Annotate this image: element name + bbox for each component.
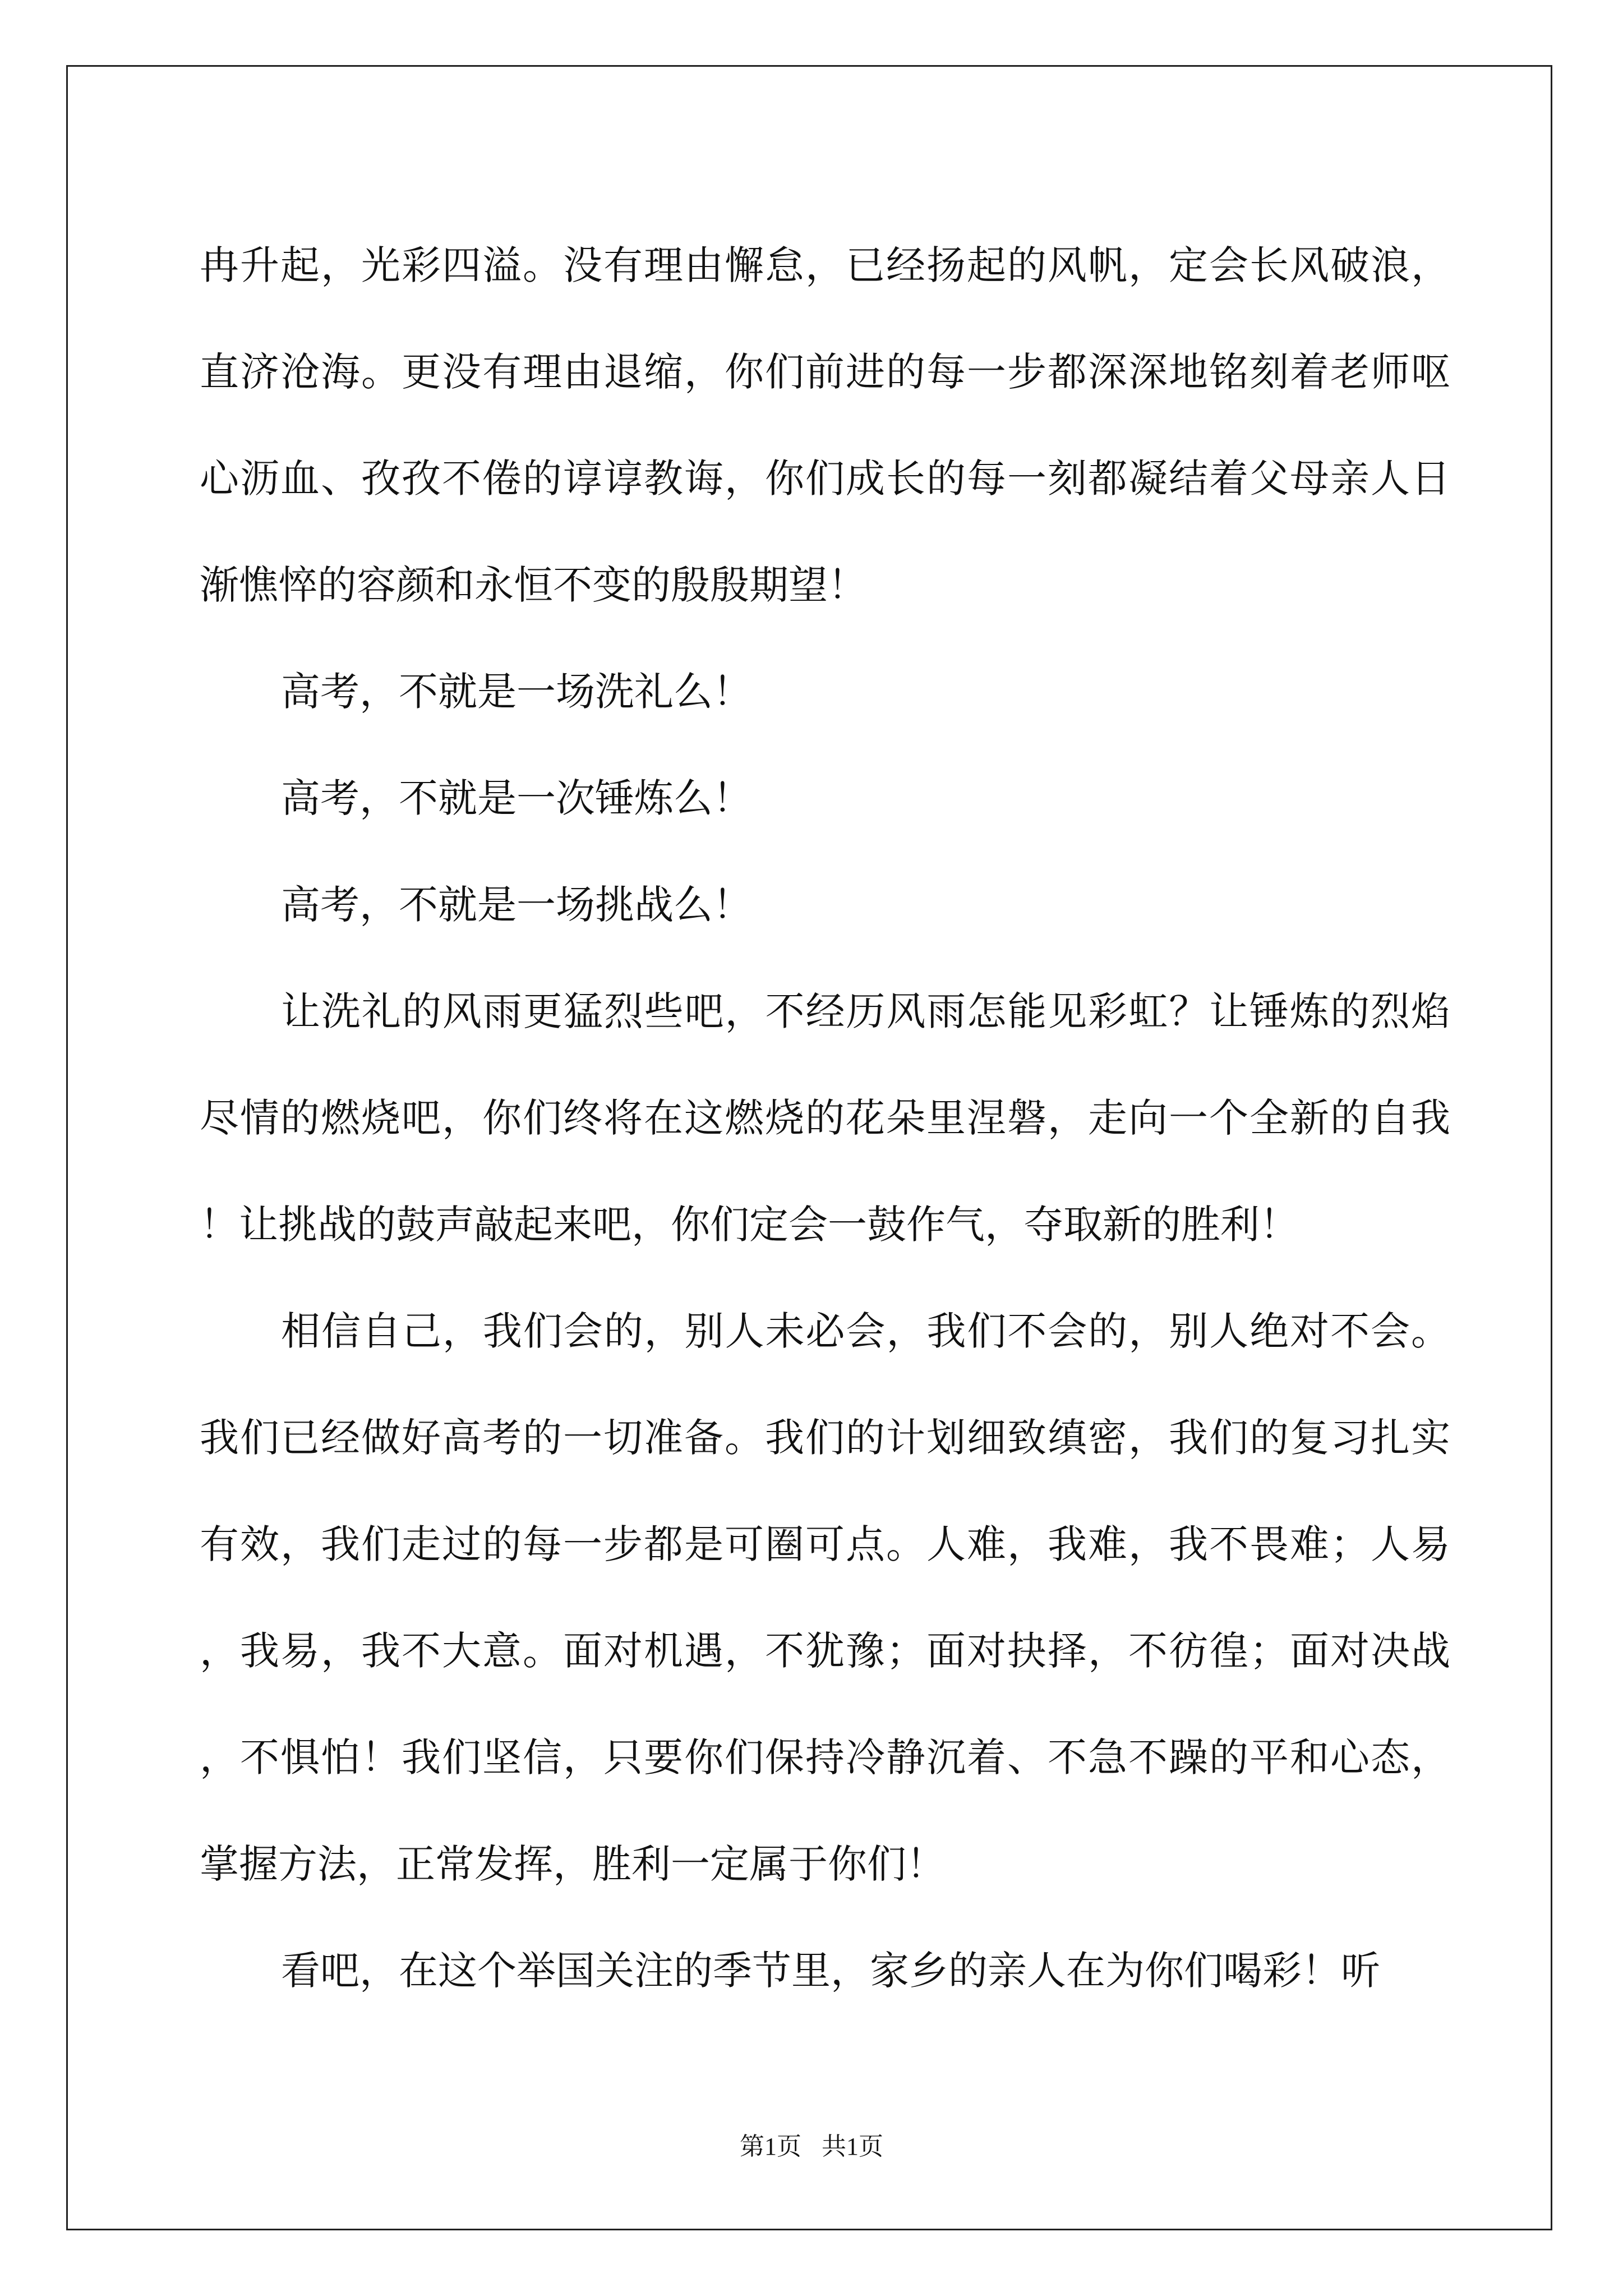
- paragraph-1: 冉升起，光彩四溢。没有理由懈怠，已经扬起的风帆，定会长风破浪，直济沧海。更没有理由退缩，你们前进的每一步都深深地铭刻着老师呕心沥血、孜孜不倦的谆谆教诲，你们成长的每一刻都凝结着父母亲人日渐憔悴的容颜和永恒不变的殷殷期望！: [200, 242, 1450, 608]
- paragraph-7: 看吧，在这个举国关注的季节里，家乡的亲人在为你们喝彩！听: [281, 1948, 1380, 1994]
- paragraph-4: 高考，不就是一场挑战么！: [281, 882, 752, 928]
- document-body: [200, 212, 1450, 2024]
- paragraph-3: 高考，不就是一次锤炼么！: [281, 775, 752, 821]
- page-number-current: 第1页: [740, 2133, 801, 2160]
- paragraph-6: 相信自己，我们会的，别人未必会，我们不会的，别人绝对不会。我们已经做好高考的一切准备。我们的计划细致缜密，我们的复习扎实有效，我们走过的每一步都是可圈可点。人难，我难，我不畏难；人易，我易，我不大意。面对机遇，不犹豫；面对抉择，不彷徨；面对决战，不惧怕！我们坚信，只要你们保持冷静沉着、不急不躁的平和心态，掌握方法，正常发挥，胜利一定属于你们！: [200, 1308, 1450, 1887]
- paragraph-5: 让洗礼的风雨更猛烈些吧，不经历风雨怎能见彩虹？让锤炼的烈焰尽情的燃烧吧，你们终将在这燃烧的花朵里涅磐，走向一个全新的自我！让挑战的鼓声敲起来吧，你们定会一鼓作气，夺取新的胜利！: [200, 988, 1450, 1248]
- paragraph-2: 高考，不就是一场洗礼么！: [281, 669, 752, 715]
- page-number-total: 共1页: [822, 2133, 883, 2160]
- page-footer: [0, 2126, 1623, 2162]
